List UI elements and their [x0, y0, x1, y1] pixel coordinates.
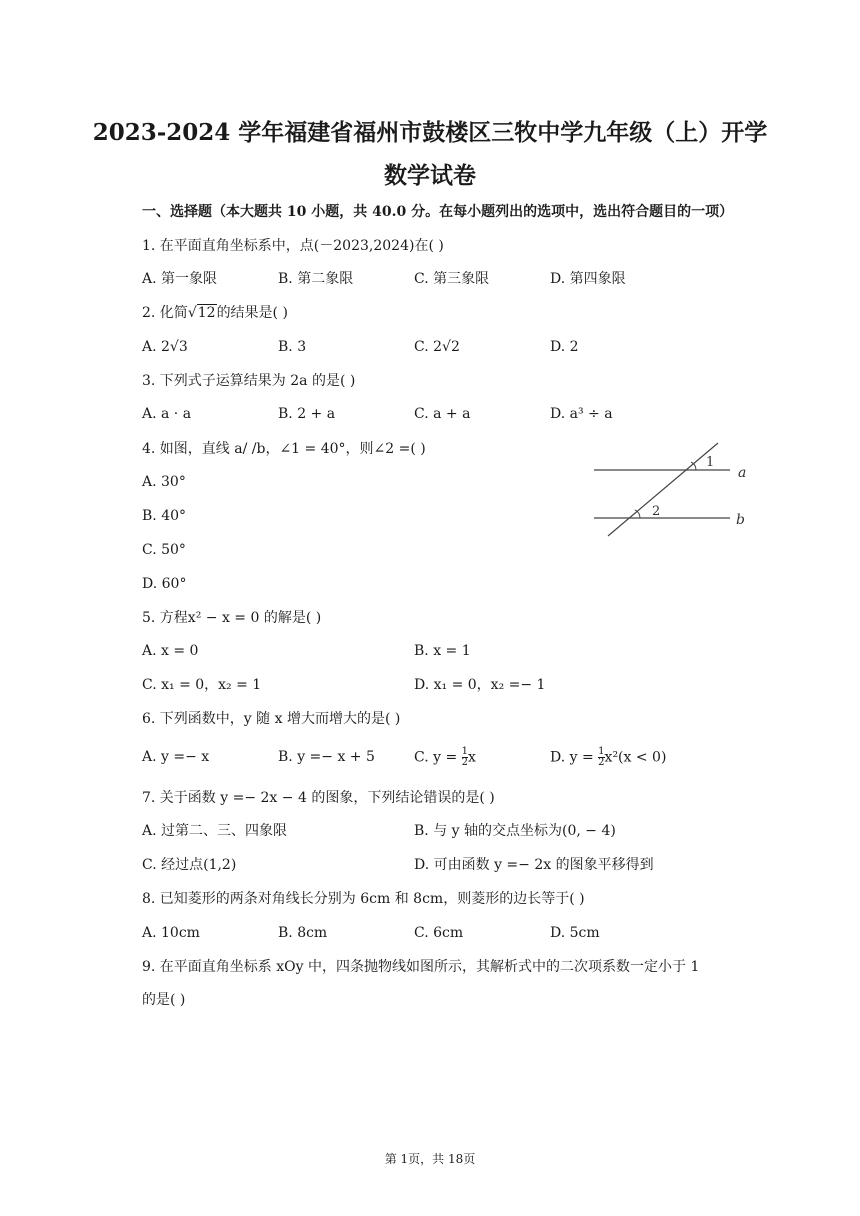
- question-8-option-b: B. 8cm: [278, 925, 328, 941]
- question-4-stem: 4. 如图，直线 a/ /b，∠1 = 40°，则∠2 =( ): [142, 441, 426, 457]
- option-c-prefix: C. y =: [414, 749, 458, 766]
- question-3-option-c: C. a + a: [414, 406, 471, 422]
- question-6-option-a: A. y =− x: [142, 749, 210, 765]
- fraction-numerator: 1: [461, 746, 469, 757]
- parallel-lines-figure: [590, 440, 760, 545]
- question-2-stem-pre: 2. 化简: [142, 305, 188, 321]
- option-d-tail: x²(x < 0): [604, 749, 667, 766]
- angle-1-label: 1: [706, 455, 715, 470]
- question-5-stem: 5. 方程x² − x = 0 的解是( ): [142, 610, 322, 626]
- question-9-stem-line-2: 的是( ): [142, 992, 186, 1008]
- sqrt-sign: √: [187, 305, 197, 321]
- question-6-option-c: [414, 747, 476, 768]
- option-c-tail: x: [468, 749, 476, 766]
- question-1-option-b: B. 第二象限: [278, 271, 354, 287]
- angle-2-arc: [635, 510, 640, 518]
- question-6-option-d: [550, 747, 666, 768]
- question-3-stem: 3. 下列式子运算结果为 2a 的是( ): [142, 373, 356, 389]
- question-5-option-a: A. x = 0: [142, 643, 199, 659]
- transversal: [608, 443, 718, 536]
- question-6-stem: 6. 下列函数中，y 随 x 增大而增大的是( ): [142, 711, 401, 727]
- fraction-denominator: 2: [598, 757, 605, 768]
- exam-title-line-1: 2023-2024 学年福建省福州市鼓楼区三牧中学九年级（上）开学: [92, 119, 768, 146]
- question-8-stem: 8. 已知菱形的两条对角线长分别为 6cm 和 8cm，则菱形的边长等于( ): [142, 891, 585, 907]
- option-d-prefix: D. y =: [550, 749, 594, 766]
- fraction-numerator: 1: [598, 746, 605, 757]
- question-3-option-a: A. a · a: [142, 406, 192, 422]
- question-2-stem-post: 的结果是( ): [216, 305, 288, 321]
- angle-1-arc: [691, 462, 696, 470]
- question-2-option-a: A. 2√3: [142, 339, 188, 355]
- question-2-radicand: 12: [197, 305, 216, 321]
- question-7-option-a: A. 过第二、三、四象限: [142, 823, 288, 839]
- question-7-stem: 7. 关于函数 y =− 2x − 4 的图象，下列结论错误的是( ): [142, 790, 495, 806]
- question-2-stem: [142, 303, 288, 323]
- question-4-option-a: A. 30°: [142, 474, 186, 490]
- question-3-option-b: B. 2 + a: [278, 406, 336, 422]
- question-4-option-d: D. 60°: [142, 576, 187, 592]
- question-5-option-b: B. x = 1: [414, 643, 471, 659]
- line-a-label: a: [738, 465, 747, 481]
- question-7-option-c: C. 经过点(1,2): [142, 857, 237, 873]
- question-4-option-c: C. 50°: [142, 542, 186, 558]
- page-footer: 第 1页，共 18页: [384, 1152, 476, 1166]
- question-1-option-d: D. 第四象限: [550, 271, 626, 287]
- question-8-option-a: A. 10cm: [142, 925, 200, 941]
- line-b-label: b: [736, 512, 745, 528]
- question-9-stem-line-1: 9. 在平面直角坐标系 xOy 中，四条抛物线如图所示，其解析式中的二次项系数一定小于 1: [142, 959, 700, 975]
- question-2-option-d: D. 2: [550, 339, 579, 355]
- exam-title-line-2: 数学试卷: [384, 162, 476, 189]
- section-heading: 一、选择题（本大题共 10 小题，共 40.0 分。在每小题列出的选项中，选出符合题目的一项）: [142, 204, 734, 220]
- question-5-option-c: C. x₁ = 0，x₂ = 1: [142, 677, 262, 693]
- question-7-option-d: D. 可由函数 y =− 2x 的图象平移得到: [414, 857, 654, 873]
- angle-2-label: 2: [652, 504, 661, 519]
- fraction-denominator: 2: [461, 757, 469, 768]
- question-3-option-d: D. a³ ÷ a: [550, 406, 613, 422]
- question-1-stem: 1. 在平面直角坐标系中，点(－2023,2024)在( ): [142, 238, 444, 254]
- question-6-option-b: B. y =− x + 5: [278, 749, 375, 765]
- question-2-option-b: B. 3: [278, 339, 307, 355]
- question-4-option-b: B. 40°: [142, 508, 187, 524]
- question-5-option-d: D. x₁ = 0，x₂ =− 1: [414, 677, 546, 693]
- question-8-option-d: D. 5cm: [550, 925, 600, 941]
- question-7-option-b: B. 与 y 轴的交点坐标为(0, − 4): [414, 823, 616, 839]
- question-2-option-c: C. 2√2: [414, 339, 460, 355]
- question-1-option-c: C. 第三象限: [414, 271, 490, 287]
- question-8-option-c: C. 6cm: [414, 925, 464, 941]
- question-1-option-a: A. 第一象限: [142, 271, 218, 287]
